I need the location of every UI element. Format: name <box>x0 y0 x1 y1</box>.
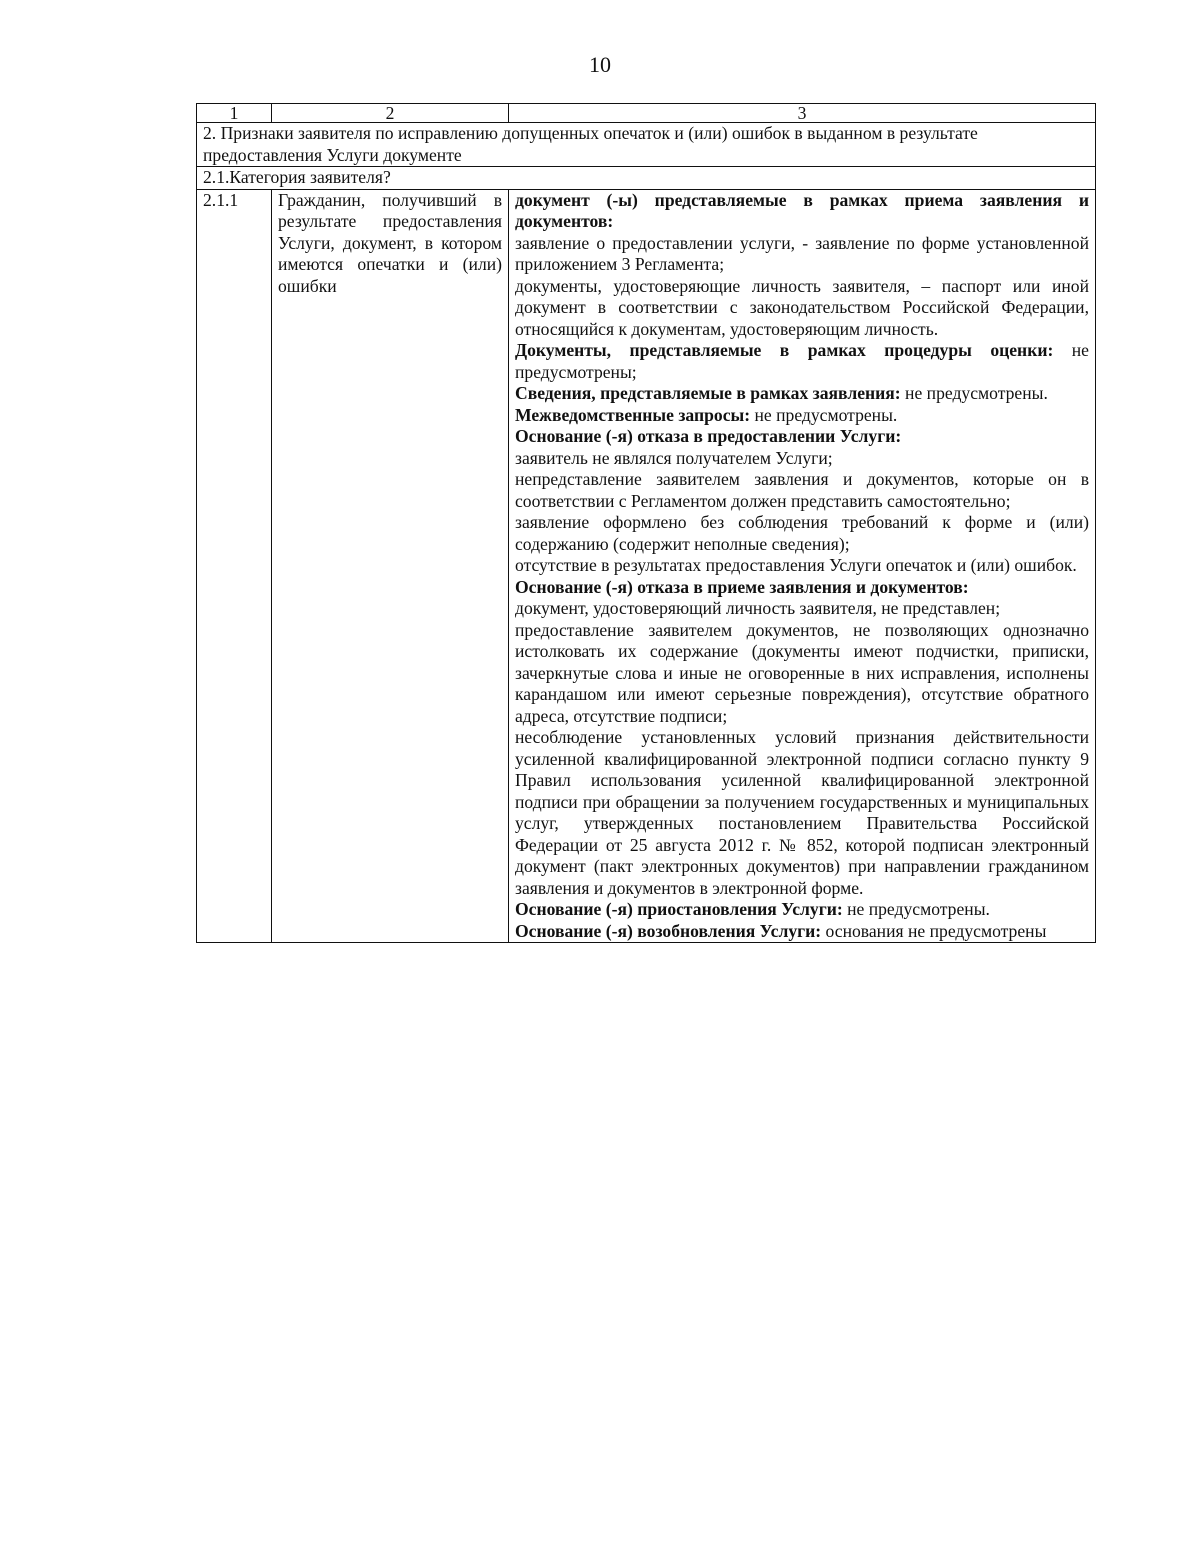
requirement-paragraph <box>515 727 1089 899</box>
requirement-paragraph <box>515 512 1089 555</box>
requirement-paragraph <box>515 448 1089 470</box>
column-number-3: 3 <box>509 104 1096 123</box>
applicant-description: Гражданин, получивший в результате предоставления Услуги, документ, в котором имеются опечатки и (или) ошибки <box>272 189 509 943</box>
requirement-heading: Основание (-я) отказа в предоставлении Услуги: <box>515 426 902 446</box>
requirement-text: не предусмотрены. <box>900 383 1048 403</box>
requirement-paragraph <box>515 620 1089 728</box>
requirement-text: не предусмотрены. <box>750 404 898 425</box>
requirement-paragraph <box>515 426 1089 448</box>
requirement-paragraph <box>515 899 1089 921</box>
requirement-heading: Основание (-я) возобновления Услуги: <box>515 920 822 941</box>
requirement-text: основания не предусмотрены <box>821 920 1047 941</box>
requirement-paragraph <box>515 233 1089 276</box>
requirement-paragraph <box>515 190 1089 233</box>
requirement-text: заявление о предоставлении услуги, - заявление по форме установленной приложением 3 Регламента; <box>515 232 1089 274</box>
requirement-heading: Основание (-я) отказа в приеме заявления и документов: <box>515 576 969 597</box>
requirements-cell <box>509 189 1096 943</box>
table-row <box>197 189 1096 943</box>
document-table <box>196 103 1096 943</box>
section-row <box>197 123 1096 167</box>
requirement-heading: Основание (-я) приостановления Услуги: <box>515 899 843 919</box>
section-title: 2. Признаки заявителя по исправлению допущенных опечаток и (или) ошибок в выданном в результате предоставления Услуги документе <box>197 123 1096 167</box>
category-row <box>197 167 1096 190</box>
requirement-paragraph <box>515 469 1089 512</box>
requirement-text: несоблюдение установленных условий признания действительности усиленной квалифицированной электронной подписи согласно пункту 9 Правил использования усиленной квалифицированной электронной подписи при обращении за получением государственных и муниципальных услуг, утвержденных постановлением Правительства Российской Федерации от 25 августа 2012 г. № 852, которой подписан электронный документ (пакт электронных документов) при направлении гражданином заявления и документов в электронной форме. <box>515 727 1089 898</box>
requirement-heading: Межведомственные запросы: <box>515 404 751 425</box>
page-number: 10 <box>589 52 611 77</box>
requirement-paragraph <box>515 383 1089 405</box>
requirement-text: не предусмотрены. <box>842 899 990 919</box>
requirement-text: документ, удостоверяющий личность заявителя, не представлен; <box>515 598 1001 618</box>
requirement-text: непредставление заявителем заявления и документов, которые он в соответствии с Регламентом должен представить самостоятельно; <box>515 469 1089 511</box>
requirement-paragraph <box>515 405 1089 427</box>
requirement-text: заявитель не являлся получателем Услуги; <box>515 447 833 468</box>
requirement-text: документы, удостоверяющие личность заявителя, – паспорт или иной документ в соответствии с законодательством Российской Федерации, относящийся к документам, удостоверяющим личность. <box>515 275 1089 339</box>
requirement-paragraph <box>515 577 1089 599</box>
requirements-list <box>515 190 1089 943</box>
requirement-heading: Сведения, представляемые в рамках заявления: <box>515 383 901 403</box>
column-number-1: 1 <box>197 104 272 123</box>
requirement-text: предоставление заявителем документов, не позволяющих однозначно истолковать их содержание (документы имеют подчистки, приписки, зачеркнутые слова и иные не оговоренные в них исправления, исполнены карандашом или имеют серьезные повреждения), отсутствие обратного адреса, отсутствие подписи; <box>515 619 1089 726</box>
requirement-text: заявление оформлено без соблюдения требований к форме и (или) содержанию (содержит неполные сведения); <box>515 512 1089 554</box>
requirement-heading: Документы, представляемые в рамках процедуры оценки: <box>515 340 1054 360</box>
table-header-row <box>197 104 1096 123</box>
requirement-paragraph <box>515 921 1089 943</box>
requirement-text: отсутствие в результатах предоставления Услуги опечаток и (или) ошибок. <box>515 555 1077 575</box>
category-title: 2.1.Категория заявителя? <box>197 167 1096 190</box>
requirement-paragraph <box>515 276 1089 341</box>
requirement-paragraph <box>515 598 1089 620</box>
requirement-paragraph <box>515 555 1089 577</box>
requirement-heading: документ (-ы) представляемые в рамках приема заявления и документов: <box>515 189 1089 231</box>
row-number: 2.1.1 <box>197 189 272 943</box>
column-number-2: 2 <box>272 104 509 123</box>
requirement-paragraph <box>515 340 1089 383</box>
requirement-text: не предусмотрены; <box>515 340 1089 382</box>
